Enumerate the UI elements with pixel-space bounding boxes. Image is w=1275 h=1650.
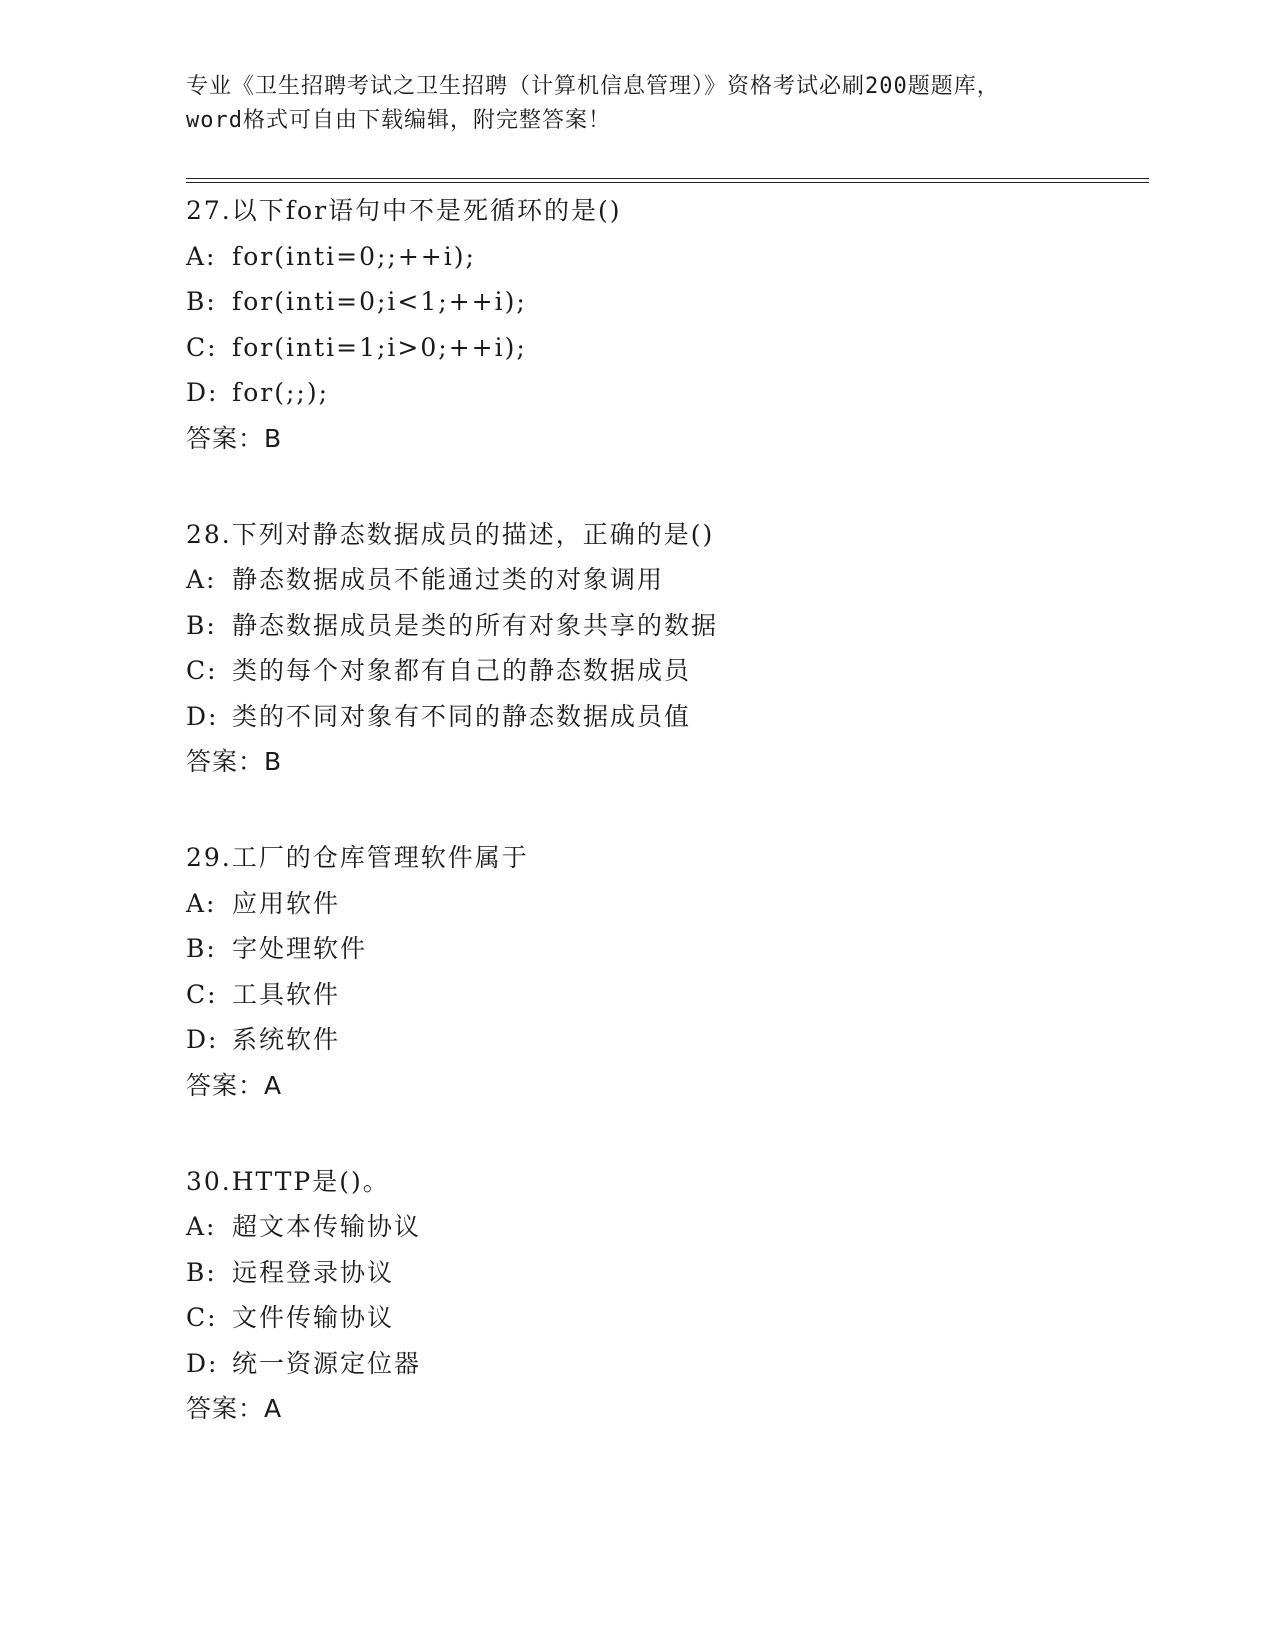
option-text: 工具软件 (232, 979, 341, 1009)
answer-line: 答案：A (186, 1394, 283, 1423)
option-d (186, 1017, 1146, 1063)
option-a (186, 881, 1146, 927)
header-divider (186, 178, 1149, 183)
option-text: 类的不同对象有不同的静态数据成员值 (232, 701, 692, 731)
option-d (186, 370, 1146, 416)
document-header (186, 70, 1126, 138)
option-text: for(inti=0;;++i); (232, 241, 476, 271)
option-text: 应用软件 (232, 888, 341, 918)
question-stem: 29.工厂的仓库管理软件属于 (186, 843, 529, 872)
option-text: 静态数据成员是类的所有对象共享的数据 (232, 610, 719, 640)
option-key: C: (186, 979, 218, 1009)
option-key: A: (186, 888, 217, 918)
option-key: A: (186, 241, 217, 271)
option-key: D: (186, 701, 219, 731)
question-stem: 28.下列对静态数据成员的描述，正确的是() (186, 519, 715, 549)
option-text: 远程登录协议 (232, 1257, 395, 1287)
option-key: C: (186, 332, 218, 362)
answer-line: 答案：B (186, 423, 283, 453)
option-c (186, 1295, 1146, 1341)
answer-line: 答案：B (186, 747, 283, 776)
option-d (186, 1341, 1146, 1387)
option-key: C: (186, 656, 218, 685)
option-text: 类的每个对象都有自己的静态数据成员 (232, 656, 692, 685)
header-line-1: 专业《卫生招聘考试之卫生招聘（计算机信息管理）》资格考试必刷200题题库， (186, 74, 1000, 99)
option-key: B: (186, 610, 217, 640)
header-line-2: word格式可自由下载编辑，附完整答案！ (186, 108, 611, 133)
question-29 (186, 835, 1146, 1109)
option-a (186, 234, 1146, 280)
option-text: for(inti=1;i>0;++i); (232, 332, 527, 362)
option-text: 统一资源定位器 (232, 1348, 422, 1378)
option-text: 字处理软件 (232, 934, 368, 963)
option-key: D: (186, 378, 219, 407)
option-d (186, 694, 1146, 740)
option-key: A: (186, 565, 217, 594)
option-key: C: (186, 1303, 218, 1332)
option-a (186, 557, 1146, 603)
option-key: B: (186, 934, 217, 963)
answer-line: 答案：A (186, 1070, 283, 1100)
question-30 (186, 1159, 1146, 1433)
option-key: B: (186, 1257, 217, 1287)
option-b (186, 1250, 1146, 1296)
option-b (186, 603, 1146, 649)
option-text: 系统软件 (232, 1025, 341, 1054)
option-b (186, 926, 1146, 972)
option-c (186, 648, 1146, 694)
question-stem: 27.以下for语句中不是死循环的是() (186, 196, 622, 225)
option-c (186, 972, 1146, 1018)
question-27 (186, 188, 1146, 462)
option-text: for(inti=0;i<1;++i); (232, 287, 527, 316)
option-text: 文件传输协议 (232, 1303, 395, 1332)
option-text: 静态数据成员不能通过类的对象调用 (232, 565, 665, 594)
option-key: D: (186, 1348, 219, 1378)
question-stem: 30.HTTP是()。 (186, 1166, 390, 1196)
option-a (186, 1204, 1146, 1250)
option-key: A: (186, 1212, 217, 1241)
question-list (186, 188, 1146, 1482)
question-28 (186, 512, 1146, 786)
option-key: D: (186, 1025, 219, 1054)
option-key: B: (186, 287, 217, 316)
option-b (186, 279, 1146, 325)
option-text: 超文本传输协议 (232, 1212, 422, 1241)
option-c (186, 325, 1146, 371)
option-text: for(;;); (232, 378, 330, 407)
